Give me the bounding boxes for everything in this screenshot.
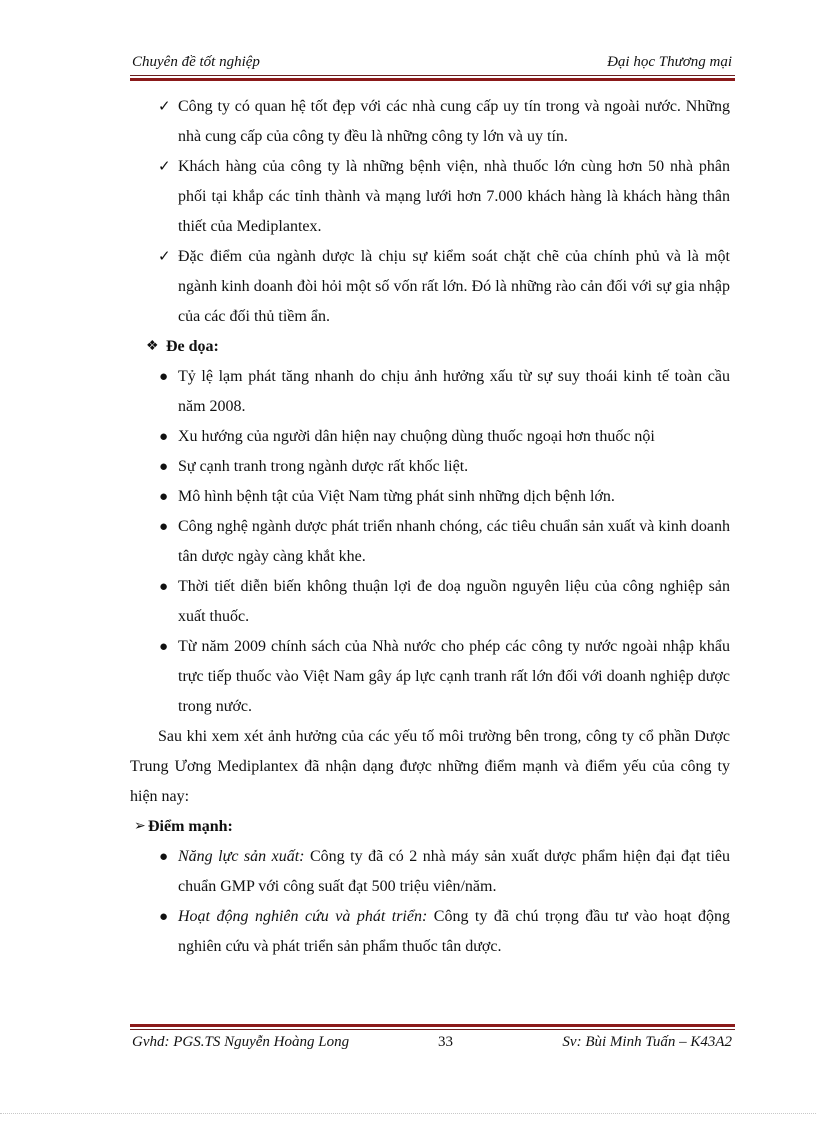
- diamond-icon: ❖: [146, 339, 159, 354]
- threat-item-text: Sự cạnh tranh trong ngành dược rất khốc liệt.: [178, 458, 469, 475]
- threat-list-item: [130, 632, 730, 722]
- footer-student: Sv: Bùi Minh Tuấn – K43A2: [562, 1034, 732, 1050]
- header-left-title: Chuyên đề tốt nghiệp: [132, 54, 260, 70]
- bullet-icon: ●: [159, 849, 169, 865]
- bullet-icon: ●: [159, 459, 169, 475]
- check-list-item: [130, 92, 730, 152]
- check-icon: ✓: [158, 99, 171, 115]
- threat-item-text: Công nghệ ngành dược phát triển nhanh chóng, các tiêu chuẩn sản xuất và kinh doanh tân dược ngày càng khắt khe.: [178, 518, 730, 565]
- threats-heading-text: Đe dọa:: [166, 338, 219, 355]
- bullet-icon: ●: [159, 639, 169, 655]
- check-item-text: Khách hàng của công ty là những bệnh viện, nhà thuốc lớn cùng hơn 50 nhà phân phối tại khắp các tỉnh thành và mạng lưới hơn 7.000 khách hàng là khách hàng thân thiết của Mediplantex.: [178, 158, 730, 235]
- check-icon: ✓: [158, 159, 171, 175]
- strengths-heading-text: Điểm mạnh:: [148, 818, 233, 835]
- check-item-text: Đặc điểm của ngành dược là chịu sự kiểm soát chặt chẽ của chính phủ và là một ngành kinh doanh đòi hỏi một số vốn rất lớn. Đó là những rào cản đối với sự gia nhập của các đối thủ tiềm ẩn.: [178, 248, 730, 325]
- arrow-icon: ➢: [134, 819, 146, 834]
- check-list-item: [130, 242, 730, 332]
- threats-heading: [130, 332, 730, 362]
- bullet-icon: ●: [159, 489, 169, 505]
- strengths-heading: [130, 812, 730, 842]
- header-rule-thick: [130, 78, 735, 81]
- strength-item-lead: Hoạt động nghiên cứu và phát triển:: [178, 908, 428, 925]
- threat-list-item: [130, 362, 730, 422]
- check-item-text: Công ty có quan hệ tốt đẹp với các nhà cung cấp uy tín trong và ngoài nước. Những nhà cung cấp của công ty đều là những công ty lớn và uy tín.: [178, 98, 730, 145]
- check-icon: ✓: [158, 249, 171, 265]
- page-header: [130, 52, 735, 74]
- footer-rule-thin: [130, 1029, 735, 1030]
- bullet-icon: ●: [159, 369, 169, 385]
- threat-item-text: Thời tiết diễn biến không thuận lợi đe doạ nguồn nguyên liệu của công nghiệp sản xuất thuốc.: [178, 578, 730, 625]
- threat-item-text: Mô hình bệnh tật của Việt Nam từng phát sinh những dịch bệnh lớn.: [178, 488, 615, 505]
- threat-list-item: [130, 572, 730, 632]
- threat-list-item: [130, 512, 730, 572]
- threat-item-text: Xu hướng của người dân hiện nay chuộng dùng thuốc ngoại hơn thuốc nội: [178, 428, 655, 445]
- header-rule-thin: [130, 75, 735, 76]
- threat-item-text: Từ năm 2009 chính sách của Nhà nước cho phép các công ty nước ngoài nhập khẩu trực tiếp thuốc vào Việt Nam gây áp lực cạnh tranh rất lớn đối với doanh nghiệp dược trong nước.: [178, 638, 730, 715]
- footer-supervisor: Gvhd: PGS.TS Nguyễn Hoàng Long: [132, 1034, 350, 1050]
- summary-paragraph: Sau khi xem xét ảnh hưởng của các yếu tố môi trường bên trong, công ty cổ phần Dược Trung Ương Mediplantex đã nhận dạng được những điểm mạnh và điểm yếu của công ty hiện nay:: [130, 728, 730, 805]
- strength-item-lead: Năng lực sản xuất:: [178, 848, 305, 865]
- strength-item-text: Công ty đã có 2 nhà máy sản xuất dược phẩm hiện đại đạt tiêu chuẩn GMP với công suất đạt 500 triệu viên/năm.: [178, 848, 730, 895]
- bullet-icon: ●: [159, 519, 169, 535]
- bullet-icon: ●: [159, 909, 169, 925]
- page-content: [130, 92, 730, 962]
- strength-list-item: [130, 902, 730, 962]
- strength-list-item: [130, 842, 730, 902]
- page-bottom-divider: [0, 1113, 816, 1114]
- check-list-item: [130, 152, 730, 242]
- page-number: 33: [438, 1034, 453, 1050]
- strength-item-text: Công ty đã chú trọng đầu tư vào hoạt động nghiên cứu và phát triển sản phẩm thuốc tân dược.: [178, 908, 730, 955]
- threat-list-item: [130, 482, 730, 512]
- bullet-icon: ●: [159, 579, 169, 595]
- bullet-icon: ●: [159, 429, 169, 445]
- threat-item-text: Tỷ lệ lạm phát tăng nhanh do chịu ảnh hưởng xấu từ sự suy thoái kinh tế toàn cầu năm 2008.: [178, 368, 730, 415]
- page-footer: [130, 1034, 735, 1056]
- header-right-title: Đại học Thương mại: [607, 54, 732, 70]
- threat-list-item: [130, 452, 730, 482]
- threat-list-item: [130, 422, 730, 452]
- footer-rule-thick: [130, 1024, 735, 1027]
